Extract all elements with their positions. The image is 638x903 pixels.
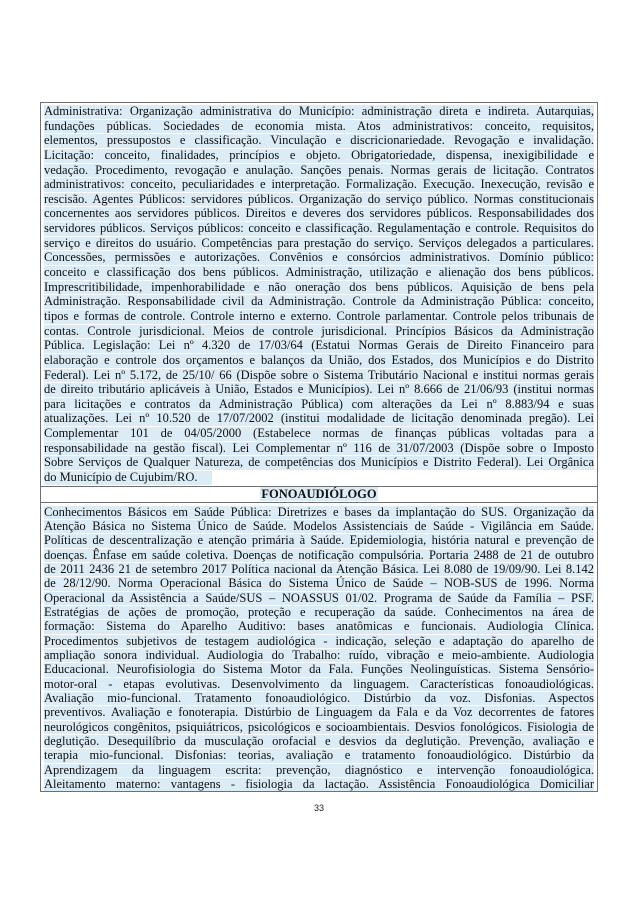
- text-line: Administrativa: Organização administrativa do Município: administração direta e indireta. Autarquias,: [44, 104, 594, 118]
- text-line: administrativos: conceito, peculiaridades e interpretação. Formalização. Execução. Inexecução, revisão e: [44, 177, 594, 192]
- role-heading: FONOAUDIÓLOGO: [261, 487, 377, 501]
- text-line: do Município de Cujubim/RO.: [44, 470, 594, 485]
- text-line: Estratégias de ações de promoção, proteção e recuperação da saúde. Conhecimentos na área de: [44, 604, 594, 619]
- text-line: Aprendizagem da linguagem escrita: prevenção, diagnóstico e intervenção fonoaudiológica.: [44, 762, 594, 777]
- text-line: Educacional. Neurofisiologia do Sistema Motor da Fala. Funções Neolinguísticas. Sistema Sensório-: [44, 662, 594, 677]
- text-line: terapia mio-funcional. Disfonias: teorias, avaliação e tratamento fonoaudiológico. Distúrbio da: [44, 748, 594, 763]
- text-line: motor-oral - etapas evolutivas. Desenvolvimento da linguagem. Características fonoaudiológicas.: [44, 676, 594, 691]
- syllabus-table: [40, 102, 598, 792]
- text-line: de 2011 2436 21 de setembro 2017 Política nacional da Atenção Básica. Lei 8.080 de 19/09/90. Lei 8.142: [44, 561, 594, 576]
- text-line: formação: Sistema do Aparelho Auditivo: bases anatômicas e funcionais. Audiologia Clínica.: [44, 619, 594, 634]
- text-line: Atenção Básica no Sistema Único de Saúde. Modelos Assistenciais de Saúde - Vigilância em Saúde.: [44, 518, 594, 533]
- text-line: para licitações e contratos da Administração Pública) com alterações da Lei nº 8.883/94 e suas: [44, 396, 594, 411]
- text-line: de direito tributário aplicáveis à União, Estados e Municípios). Lei nº 8.666 de 21/06/93 (institui normas: [44, 382, 594, 397]
- role-heading-cell: [41, 486, 597, 502]
- text-line: Concessões, permissões e autorizações. Convênios e consórcios administrativos. Domínio público:: [44, 250, 594, 265]
- text-line: conceito e classificação dos bens públicos. Administração, utilização e alienação dos bens públicos.: [44, 265, 594, 280]
- text-line: elementos, pressupostos e classificação. Vinculação e discricionariedade. Revogação e invalidação.: [44, 133, 594, 148]
- text-line: servidores públicos. Serviços públicos: conceito e classificação. Regulamentação e controle. Requisitos do: [44, 221, 594, 236]
- previous-role-syllabus-text: [44, 104, 594, 485]
- text-line: Administração. Responsabilidade civil da Administração. Controle da Administração Pública: conceito,: [44, 294, 594, 309]
- text-line: atualizações. Lei nº 10.520 de 17/07/2002 (institui modalidade de licitação denominada pregão). Lei: [44, 411, 594, 426]
- text-line: responsabilidade na gestão fiscal). Lei Complementar nº 116 de 31/07/2003 (Dispõe sobre o Imposto: [44, 440, 594, 455]
- text-line: Avaliação mio-funcional. Tratamento fonoaudiológico. Distúrbio da voz. Disfonias. Aspectos: [44, 690, 594, 705]
- text-line: concernentes aos servidores públicos. Direitos e deveres dos servidores públicos. Responsabilidades dos: [44, 206, 594, 221]
- previous-role-syllabus-cell: [41, 103, 597, 486]
- text-line: tipos e formas de controle. Controle interno e externo. Controle parlamentar. Controle pelos tribunais de: [44, 308, 594, 323]
- text-line: Aleitamento materno: vantagens - fisiologia da lactação. Assistência Fonoaudiológica Domiciliar: [44, 777, 594, 791]
- text-line: Licitação: conceito, finalidades, princípios e objeto. Obrigatoriedade, dispensa, inexigibilidade e: [44, 147, 594, 162]
- fonoaudiologo-syllabus-text: [44, 505, 594, 792]
- text-line: rescisão. Agentes Públicos: servidores públicos. Organização do serviço público. Normas constitucionais: [44, 191, 594, 206]
- text-line: Federal). Lei nº 5.172, de 25/10/ 66 (Dispõe sobre o Sistema Tributário Nacional e institui normas gerais: [44, 367, 594, 382]
- text-line: doenças. Ênfase em saúde coletiva. Doenças de notificação compulsória. Portaria 2488 de 21 de outubro: [44, 547, 594, 562]
- text-line: Sobre Serviços de Qualquer Natureza, de competências dos Municípios e Distrito Federal). Lei Orgânica: [44, 455, 594, 470]
- text-line: preventivos. Avaliação e fonoterapia. Distúrbio de Linguagem da Fala e da Voz decorrentes de fatores: [44, 705, 594, 720]
- text-line: Políticas de descentralização e atenção primária à Saúde. Epidemiologia, história natural e prevenção de: [44, 533, 594, 548]
- text-line: ampliação sonora individual. Audiologia do Trabalho: ruído, vibração e meio-ambiente. Audiologia: [44, 647, 594, 662]
- text-line: Imprescritibilidade, impenhorabilidade e não oneração dos bens públicos. Aquisição de bens pela: [44, 279, 594, 294]
- text-line: Conhecimentos Básicos em Saúde Pública: Diretrizes e bases da implantação do SUS. Organização da: [44, 504, 594, 519]
- text-line: elaboração e controle dos orçamentos e balanços da União, dos Estados, dos Municípios e do Distrito: [44, 352, 594, 367]
- text-line: Complementar 101 de 04/05/2000 (Estabelece normas de finanças públicas voltadas para a: [44, 426, 594, 441]
- page-number: 33: [313, 803, 324, 813]
- text-line: Operacional da Assistência a Saúde/SUS – NOASSUS 01/02. Programa de Saúde da Família – PSF.: [44, 590, 594, 605]
- text-line: vedação. Procedimento, revogação e anulação. Sanções penais. Normas gerais de licitação. Contratos: [44, 162, 594, 177]
- text-line: Pública. Legislação: Lei nº 4.320 de 17/03/64 (Estatui Normas Gerais de Direito Financeiro para: [44, 338, 594, 353]
- text-line: serviço e direitos do usuário. Competências para prestação do serviço. Serviços delegados a particulares.: [44, 235, 594, 250]
- text-line: deglutição. Desequilíbrio da musculação orofacial e desvios da deglutição. Prevenção, avaliação e: [44, 734, 594, 748]
- text-line: neurológicos congênitos, psiquiátricos, psicológicos e socioambientais. Desvios fonológicos. Fisiologia de: [44, 719, 594, 734]
- text-line: Procedimentos subjetivos de testagem audiológica - indicação, seleção e adaptação do aparelho de: [44, 633, 594, 648]
- fonoaudiologo-syllabus-cell: [41, 502, 597, 791]
- text-line: de 28/12/90. Norma Operacional Básica do Sistema Único de Saúde – NOB-SUS de 1996. Norma: [44, 576, 594, 591]
- text-line: contas. Controle jurisdicional. Meios de controle jurisdicional. Princípios Básicos da Administração: [44, 323, 594, 338]
- text-line: fundações públicas. Sociedades de economia mista. Atos administrativos: conceito, requisitos,: [44, 118, 594, 133]
